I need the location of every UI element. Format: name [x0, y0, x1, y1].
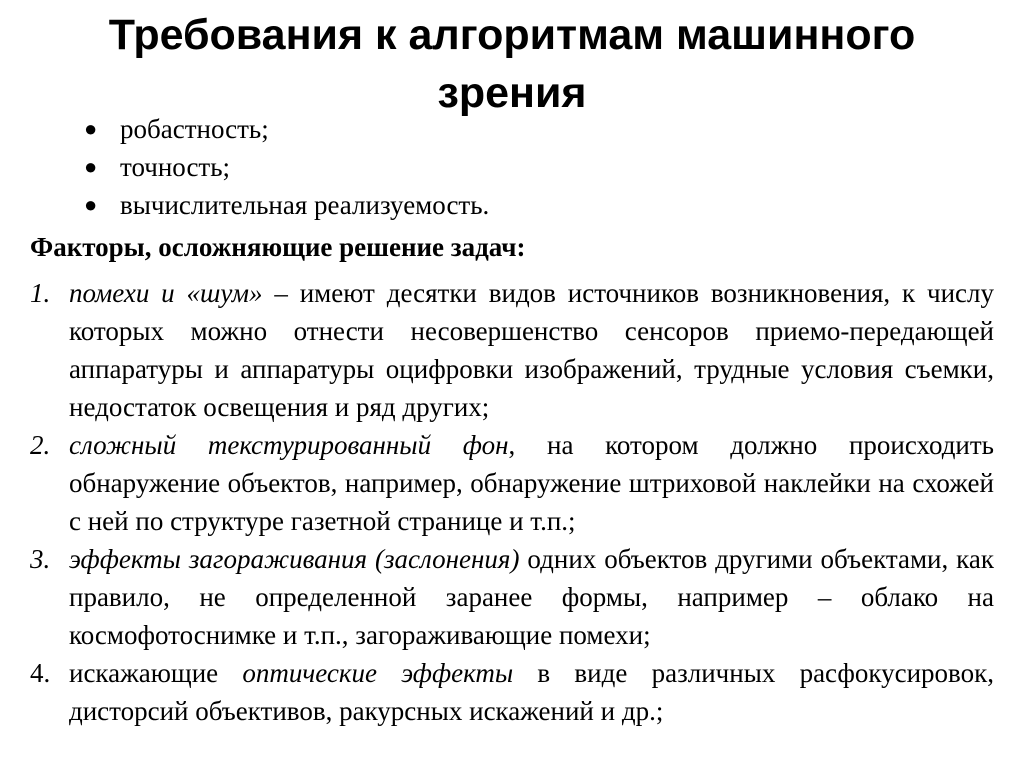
- item-number: 4.: [30, 658, 51, 688]
- requirement-text: точность;: [120, 152, 231, 182]
- bullet-icon: ●: [84, 192, 98, 217]
- bullet-icon: ●: [84, 154, 98, 179]
- list-item: [30, 540, 994, 654]
- item-number: 2.: [30, 430, 51, 460]
- factor-term: помехи и «шум»: [69, 278, 263, 308]
- factor-body: [69, 654, 994, 730]
- bullet-icon: ●: [84, 116, 98, 141]
- requirements-list: [80, 110, 489, 224]
- factor-text: – имеют десятки видов источников возникновения, к числу которых можно отнести несовершенство сенсоров приемо-передающей аппаратуры и аппаратуры оцифровки изображений, трудные условия съемки, недостаток освещения и ряд других;: [69, 278, 994, 422]
- requirement-text: вычислительная реализуемость.: [120, 190, 490, 220]
- factors-list: [30, 274, 994, 730]
- factor-pre: искажающие: [69, 658, 243, 688]
- factor-text: , на котором должно происходить обнаружение объектов, например, обнаружение штриховой наклейки на схожей с ней по структуре газетной странице и т.п.;: [69, 430, 994, 536]
- list-item: [30, 426, 994, 540]
- factor-term: оптические эффекты: [242, 658, 514, 688]
- factor-term: эффекты загораживания (заслонения): [69, 544, 520, 574]
- list-item: [80, 110, 489, 148]
- item-number: 3.: [30, 544, 51, 574]
- factor-body: [69, 274, 994, 426]
- list-item: [80, 186, 489, 224]
- factor-body: [69, 426, 994, 540]
- list-item: [80, 148, 489, 186]
- factor-body: [69, 540, 994, 654]
- slide-title: Требования к алгоритмам машинного зрения: [108, 11, 916, 117]
- factor-text: в виде различных расфокусировок, дисторсий объективов, ракурсных искажений и др.;: [69, 658, 994, 726]
- factor-term: сложный текстурированный фон: [69, 430, 509, 460]
- list-item: [30, 274, 994, 426]
- factor-text: одних объектов другими объектами, как правило, не определенной заранее формы, например – облако на космофотоснимке и т.п., загораживающие помехи;: [69, 544, 994, 650]
- item-number: 1.: [30, 278, 51, 308]
- factors-heading: Факторы, осложняющие решение задач:: [30, 232, 526, 262]
- requirement-text: робастность;: [120, 114, 269, 144]
- list-item: [30, 654, 994, 730]
